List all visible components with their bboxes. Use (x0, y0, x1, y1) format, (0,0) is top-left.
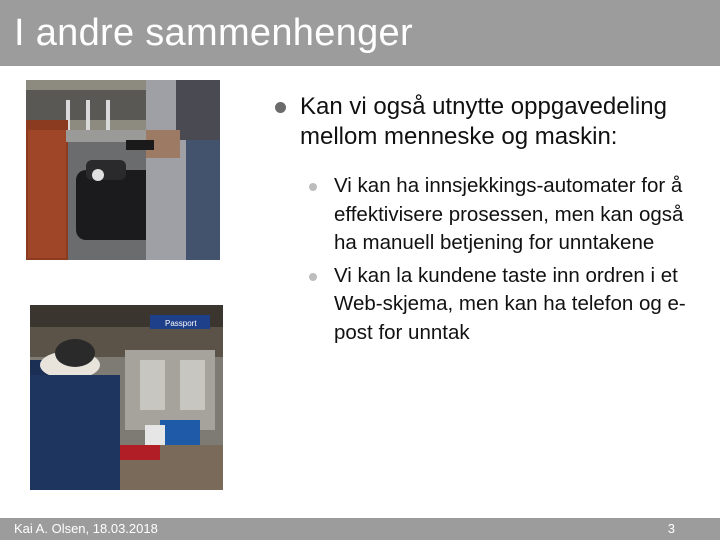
sub-bullet (306, 262, 690, 348)
photo-passport-kiosk (30, 305, 223, 490)
main-bullet (270, 92, 690, 152)
page-number: 3 (667, 521, 675, 536)
passport-sign: Passport (165, 319, 197, 328)
slide-content (270, 92, 690, 351)
footer-author-date: Kai A. Olsen, 18.03.2018 (14, 521, 158, 536)
passport-kiosk-image (30, 305, 223, 490)
sub-bullet-text: Vi kan ha innsjekkings-automater for å effektivisere prosessen, men kan også ha manuell betjening for unntakene (334, 174, 684, 254)
title-bar (0, 0, 720, 66)
footer-bar (0, 518, 720, 540)
slide-title: I andre sammenhenger (14, 12, 413, 54)
bullet-dot-icon (275, 102, 286, 113)
bullet-dot-icon (309, 273, 317, 281)
sub-bullet-text: Vi kan la kundene taste inn ordren i et Web-skjema, men kan ha telefon og e-post for unntak (334, 263, 686, 344)
main-bullet-text: Kan vi også utnytte oppgavedeling mellom menneske og maskin: (300, 93, 667, 150)
photo-baggage-checkin (26, 80, 220, 260)
bullet-dot-icon (309, 183, 317, 191)
sub-bullet (306, 172, 690, 258)
baggage-checkin-image (26, 80, 220, 260)
sub-bullet-list (270, 172, 690, 347)
